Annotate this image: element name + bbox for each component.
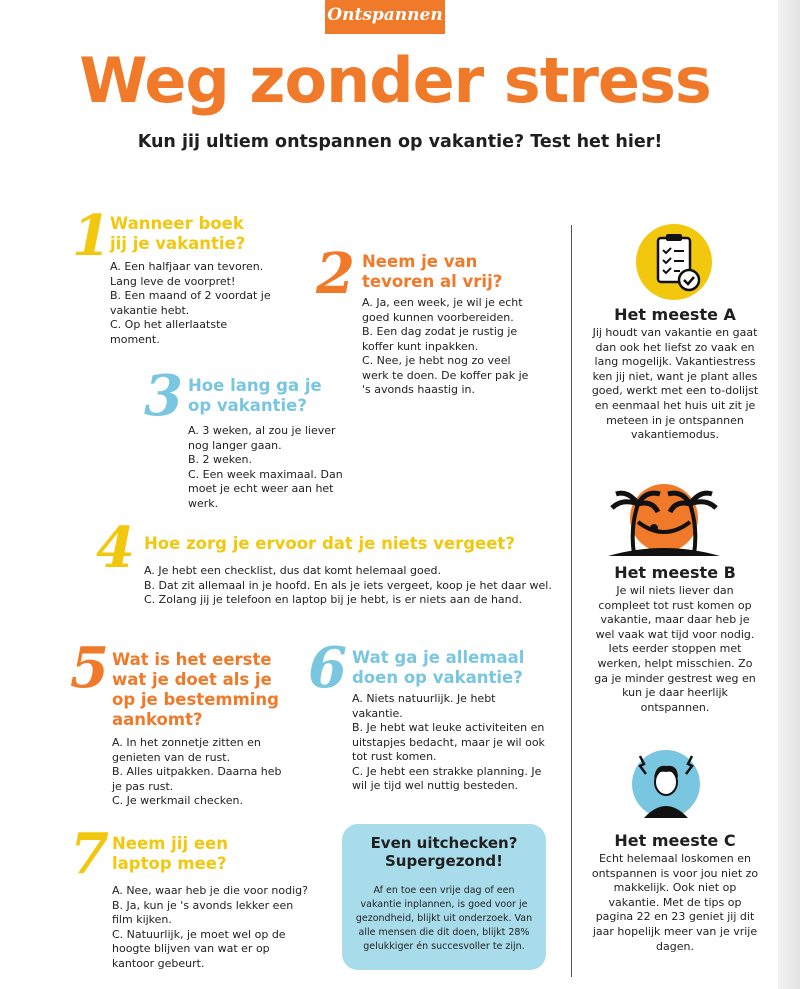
question-number: 3 (144, 363, 183, 429)
answer-c: C. Je hebt een strakke planning. Je wil je tijd wel nuttig besteden. (352, 764, 542, 792)
result-body: Echt helemaal loskomen en ontspannen is voor jou niet zo makkelijk. Ook niet op vakantie. Met de tips op pagina 22 en 23 geniet jij dit jaar hopelijk meer van je vrije dagen. (591, 852, 759, 953)
answer-c: C. Nee, je hebt nog zo veel werk te doen. De koffer pak je 's avonds haastig in. (362, 354, 529, 396)
question-title: Neem je van tevoren al vrij? (362, 252, 503, 291)
answer-a: A. Nee, waar heb je die voor nodig? (112, 884, 308, 897)
answer-b: B. Dat zit allemaal in je hoofd. En als je iets vergeet, koop je het daar wel. (144, 578, 552, 592)
question-title: Wat ga je allemaal doen op vakantie? (352, 648, 525, 687)
answer-b: B. Een dag zodat je rustig je koffer kunt inpakken. (362, 325, 518, 353)
question-title: Wat is het eerste wat je doet als je op je bestemming aankomt? (112, 650, 279, 729)
checklist-icon (634, 222, 714, 306)
answer-c: C. Zolang jij je telefoon en laptop bij je hebt, is er niets aan de hand. (144, 593, 523, 606)
answer-c: C. Natuurlijk, je moet wel op de hoogte blijven van wat er op kantoor gebeurt. (112, 927, 286, 970)
result-b (590, 564, 760, 715)
result-title: Het meeste B (614, 563, 736, 582)
answer-list (362, 296, 530, 398)
question-title: Hoe zorg je ervoor dat je niets vergeet? (144, 534, 515, 553)
result-body: Jij houdt van vakantie en gaat dan ook het liefst zo vaak en lang mogelijk. Vakantiestress ken jij niet, want je plant alles goed, werkt met een to-dolijst en eenmaal het huis uit zit je meteen in je ontspannen vakantiemodus. (591, 326, 759, 442)
question-title: Wanneer boek jij je vakantie? (110, 214, 246, 253)
page-title: Weg zonder stress (79, 44, 711, 117)
result-body: Je wil niets liever dan compleet tot rust komen op vakantie, maar daar heb je wel vaak wat tijd voor nodig. Iets eerder stoppen met werken, helpt misschien. Zo ga je minder gestrest weg en kun je daar heerlijk ontspannen. (594, 584, 756, 714)
result-title: Het meeste C (614, 831, 736, 850)
answer-b: B. 2 weken. (188, 453, 253, 466)
answer-list (352, 692, 548, 794)
result-a (590, 306, 760, 443)
answer-list (144, 564, 564, 608)
section-tab: Ontspannen (325, 0, 445, 34)
stressed-person-icon (626, 742, 706, 826)
question-number: 2 (316, 241, 355, 307)
answer-c: C. Een week maximaal. Dan moet je echt weer aan het werk. (188, 467, 343, 510)
info-box-title: Even uitchecken? Supergezond! (370, 834, 518, 870)
answer-b: B. Je hebt wat leuke activiteiten en uitstapjes bedacht, maar je wil ook tot rust komen. (352, 721, 545, 763)
info-box (342, 824, 546, 970)
answer-a: A. Een halfjaar van tevoren. Lang leve de voorpret! (110, 260, 264, 288)
question-number: 7 (70, 821, 109, 887)
question-title: Hoe lang ga je op vakantie? (188, 376, 322, 415)
hammock-sunset-icon (604, 478, 724, 562)
answer-b: B. Ja, kun je 's avonds lekker een film kijken. (112, 898, 294, 926)
page-subtitle: Kun jij ultiem ontspannen op vakantie? Test het hier! (137, 132, 663, 152)
result-title: Het meeste A (614, 305, 736, 324)
answer-list (112, 736, 282, 809)
answer-c: C. Op het allerlaatste moment. (110, 318, 228, 346)
result-c (590, 832, 760, 954)
answer-list (112, 884, 308, 971)
column-divider (571, 225, 572, 977)
answer-b: B. Een maand of 2 voordat je vakantie hebt. (110, 289, 271, 317)
question-title: Neem jij een laptop mee? (112, 834, 228, 873)
question-number: 4 (96, 515, 135, 581)
question-number: 1 (72, 203, 111, 269)
answer-a: A. 3 weken, al zou je liever nog langer gaan. (188, 424, 336, 452)
answer-a: A. In het zonnetje zitten en genieten van de rust. (112, 736, 261, 764)
question-number: 5 (70, 635, 109, 701)
answer-a: A. Niets natuurlijk. Je hebt vakantie. (352, 692, 496, 720)
answer-a: A. Je hebt een checklist, dus dat komt helemaal goed. (144, 564, 441, 577)
answer-b: B. Alles uitpakken. Daarna heb je pas rust. (112, 765, 282, 793)
answer-c: C. Je werkmail checken. (112, 794, 243, 807)
answer-list (110, 260, 280, 347)
answer-a: A. Ja, een week, je wil je echt goed kunnen voorbereiden. (362, 296, 523, 324)
answer-list (188, 424, 358, 511)
info-box-body: Af en toe een vrije dag of een vakantie inplannen, is goed voor je gezondheid, blijkt uit onderzoek. Van alle mensen die dit doen, blijkt 28% gelukkiger én succesvoller te zijn. (355, 885, 533, 952)
question-number: 6 (308, 635, 347, 701)
